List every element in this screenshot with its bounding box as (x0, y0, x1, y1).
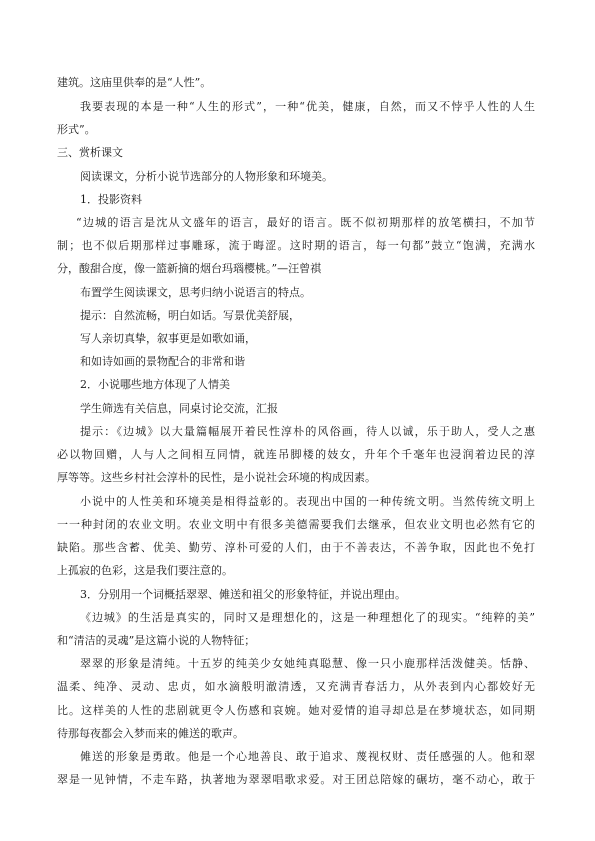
section-heading: 三、赏析课文 (57, 146, 123, 159)
subsection-heading: 1．投影资料 (80, 193, 142, 206)
text-line: 缺陷。那些含蓄、优美、勤劳、淳朴可爱的人们，由于不善表达，不善争取，因此也不免打 (57, 541, 535, 554)
text-line: 《边城》的生活是真实的，同时又是理想化的，这是一种理想化了的现实。“纯粹的美” (80, 611, 535, 624)
text-line: 写人亲切真挚，叙事更是如歌如诵， (80, 332, 256, 345)
text-line: 待那每夜都会入梦而来的傩送的歌声。 (57, 727, 244, 740)
text-line: 厚等等。这些乡村社会淳朴的民性，是小说社会环境的构成因素。 (57, 471, 376, 484)
text-line: 分，酸甜合度，像一篮新摘的烟台玛瑙樱桃。”—汪曾祺 (57, 262, 322, 275)
text-line: 布置学生阅读课文，思考归纳小说语言的特点。 (80, 286, 311, 299)
text-line: 和如诗如画的景物配合的非常和谐 (80, 355, 245, 368)
text-line: 翠是一见钟情，不走车路，执著地为翠翠唱歌求爱。对王团总陪嫁的碾坊，毫不动心，敢于 (57, 773, 535, 786)
text-line: 阅读课文，分析小说节选部分的人物形象和环境美。 (80, 170, 333, 183)
text-line: 翠翠的形象是清纯。十五岁的纯美少女她纯真聪慧、像一只小鹿那样活泼健美。恬静、 (80, 657, 535, 670)
text-line: 一一种封闭的农业文明。农业文明中有很多美德需要我们去继承，但农业文明也必然有它的 (57, 518, 535, 531)
text-line: 小说中的人性美和环境美是相得益彰的。表现出中国的一种传统文明。当然传统文明上 (80, 495, 535, 508)
text-line: 上孤寂的色彩，这是我们要注意的。 (57, 564, 233, 577)
text-line: 和“清洁的灵魂”是这篇小说的人物特征； (57, 634, 256, 647)
text-line: 温柔、纯净、灵动、忠贞，如水滴般明澈清透，又充满青春活力，从外表到内心都姣好无 (57, 680, 535, 693)
text-line: 形式”。 (57, 123, 96, 136)
text-line: 提示：《边城》以大量篇幅展开着民性淳朴的风俗画，待人以诚，乐于助人，受人之惠 (80, 425, 535, 438)
text-line: 提示：自然流畅，明白如话。写景优美舒展， (80, 309, 300, 322)
text-line: 比。这样美的人性的悲剧就更令人伤感和哀婉。她对爱情的追寻却总是在梦境状态，如同期 (57, 704, 535, 717)
text-line: “边城的语言是沈从文盛年的语言，最好的语言。既不似初期那样的放笔横扫，不加节 (76, 216, 535, 229)
text-line: 傩送的形象是勇敢。他是一个心地善良、敢于追求、蔑视权财、责任感强的人。他和翠 (80, 750, 535, 763)
subsection-heading: 3．分别用一个词概括翠翠、傩送和祖父的形象特征，并说出理由。 (80, 588, 406, 601)
text-line: 学生筛选有关信息，同桌讨论交流，汇报 (80, 402, 278, 415)
text-line: 我要表现的本是一种“人生的形式”，一种“优美，健康，自然，而又不悖乎人性的人生 (80, 100, 535, 113)
text-line: 必以物回赠，人与人之间相互同情，就连吊脚楼的妓女，升年个千毫年也浸润着边民的淳 (57, 448, 535, 461)
text-line: 建筑。这庙里供奉的是“人性”。 (57, 76, 212, 89)
subsection-heading: 2．小说哪些地方体现了人情美 (80, 378, 230, 391)
text-line: 制；也不似后期那样过事雕琢，流于晦涩。这时期的语言，每一句都”鼓立“饱满，充满水 (57, 239, 535, 252)
